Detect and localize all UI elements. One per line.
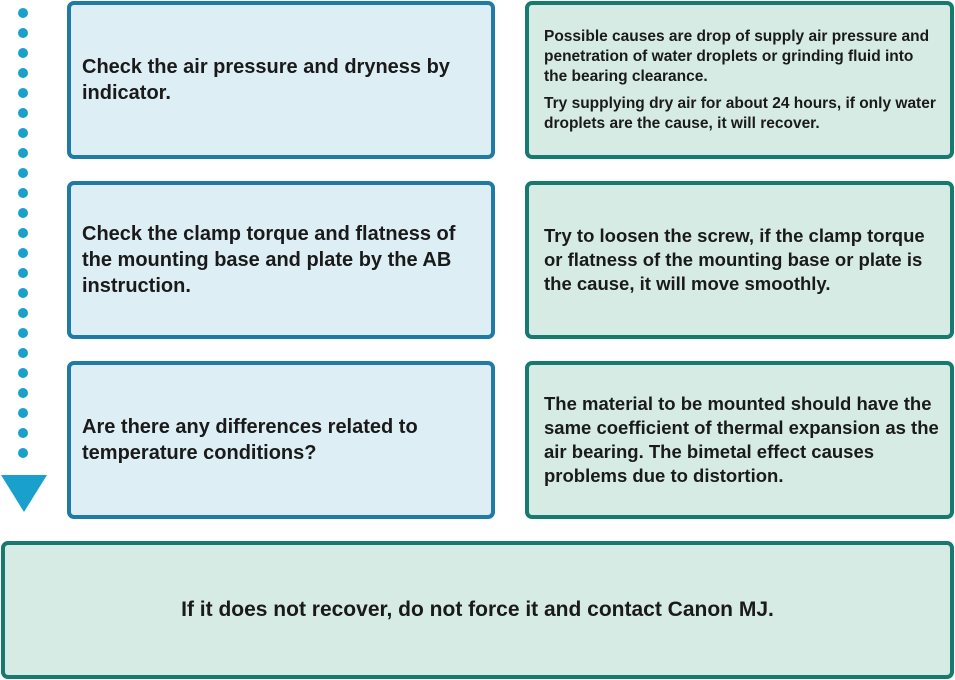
step-2-check-text: Check the clamp torque and flatness of the mounting base and plate by the AB instruction. — [82, 223, 456, 297]
flow-dot — [18, 228, 28, 238]
flow-dot — [18, 448, 28, 458]
step-1-check-box — [67, 1, 495, 159]
step-1-info-remedy: Try supplying dry air for about 24 hours, if only water droplets are the cause, it will recover. — [544, 94, 936, 132]
flow-dot — [18, 308, 28, 318]
step-1-info-cause: Possible causes are drop of supply air pressure and penetration of water droplets or grinding fluid into the bearing clearance. — [544, 27, 930, 85]
step-2-info-box — [525, 181, 954, 339]
final-instruction-text: If it does not recover, do not force it and contact Canon MJ. — [181, 598, 774, 621]
flow-dot — [18, 348, 28, 358]
step-2-info-text: Try to loosen the screw, if the clamp torque or flatness of the mounting base or plate is the cause, it will move smoothly. — [544, 225, 925, 294]
flow-dot — [18, 188, 28, 198]
final-instruction-box — [1, 541, 954, 679]
step-3-check-text: Are there any differences related to temperature conditions? — [82, 416, 418, 464]
flow-dot — [18, 28, 28, 38]
flow-dot — [18, 368, 28, 378]
flow-dot — [18, 328, 28, 338]
flow-arrow-icon — [0, 474, 48, 514]
flow-dot — [18, 148, 28, 158]
flow-dot — [18, 128, 28, 138]
step-3-info-text: The material to be mounted should have the same coefficient of thermal expansion as the air bearing. The bimetal effect causes problems due to distortion. — [544, 393, 939, 486]
step-3-check-box — [67, 361, 495, 519]
flow-dot — [18, 8, 28, 18]
flow-dot — [18, 108, 28, 118]
step-1-info-box — [525, 1, 954, 159]
flow-dot — [18, 268, 28, 278]
flow-dot — [18, 68, 28, 78]
flow-dot — [18, 88, 28, 98]
flow-dot — [18, 388, 28, 398]
step-2-check-box — [67, 181, 495, 339]
flow-dot — [18, 288, 28, 298]
step-1-check-text: Check the air pressure and dryness by indicator. — [82, 56, 450, 104]
flow-dot — [18, 168, 28, 178]
flow-dot — [18, 48, 28, 58]
step-3-info-box — [525, 361, 954, 519]
step-1-info-text — [544, 27, 940, 134]
flow-dot — [18, 208, 28, 218]
flow-dot — [18, 428, 28, 438]
flow-dot — [18, 248, 28, 258]
flow-dot — [18, 408, 28, 418]
